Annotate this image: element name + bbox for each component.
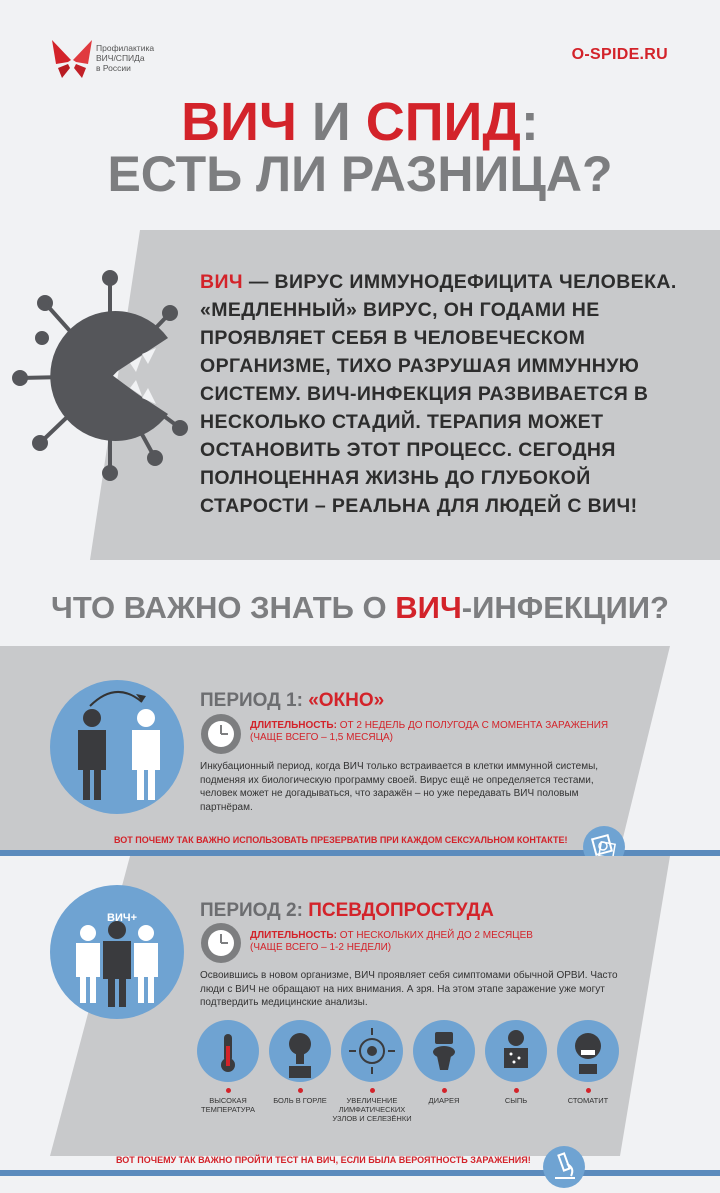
hiv-positive-badge: ВИЧ+ [107, 912, 138, 924]
people-group-icon [50, 885, 184, 1019]
virus-icon [10, 268, 195, 488]
period2-duration: ДЛИТЕЛЬНОСТЬ: ОТ НЕСКОЛЬКИХ ДНЕЙ ДО 2 МЕСЯЦЕВ (ЧАЩЕ ВСЕГО – 1-2 НЕДЕЛИ) [250, 930, 533, 953]
clock-icon [200, 922, 242, 964]
sore-throat-icon [269, 1020, 331, 1082]
bullet-dot [586, 1088, 591, 1093]
stomatitis-icon [557, 1020, 619, 1082]
logo-text: Профилактика ВИЧ/СПИДа в России [96, 43, 155, 73]
page-title: ВИЧ И СПИД: [181, 92, 539, 152]
symptoms-list [188, 1020, 628, 1140]
infection-transfer-icon [50, 680, 184, 814]
symptom-label: ДИАРЕЯ [428, 1096, 460, 1105]
period2-description: Освоившись в новом организме, ВИЧ проявляет себя симптомами обычной ОРВИ. Часто люди с ВИЧ не обращают на них внимания. А зря. На этом этапе заражение уже могут подтвердить медицинские анализы. [200, 970, 618, 1008]
period2-illustration [50, 885, 184, 1019]
period2-divider [0, 1170, 720, 1176]
section-question: ЧТО ВАЖНО ЗНАТЬ О ВИЧ-ИНФЕКЦИИ? [51, 590, 669, 625]
period1-note: ВОТ ПОЧЕМУ ТАК ВАЖНО ИСПОЛЬЗОВАТЬ ПРЕЗЕРВАТИВ ПРИ КАЖДОМ СЕКСУАЛЬНОМ КОНТАКТЕ! [114, 835, 568, 845]
clock-icon [200, 713, 242, 755]
bullet-dot [226, 1088, 231, 1093]
symptom-label: УВЕЛИЧЕНИЕ ЛИМФАТИЧЕСКИХ УЗЛОВ И СЕЛЕЗЁНКИ [332, 1096, 412, 1123]
period1-duration: ДЛИТЕЛЬНОСТЬ: ОТ 2 НЕДЕЛЬ ДО ПОЛУГОДА С МОМЕНТА ЗАРАЖЕНИЯ (ЧАЩЕ ВСЕГО – 1,5 МЕСЯЦА) [250, 720, 609, 743]
period1-title: ПЕРИОД 1: «ОКНО» [200, 690, 385, 711]
rash-icon [485, 1020, 547, 1082]
lymph-icon [341, 1020, 403, 1082]
bullet-dot [514, 1088, 519, 1093]
period2-title: ПЕРИОД 2: ПСЕВДОПРОСТУДА [200, 900, 494, 921]
site-link[interactable]: O-SPIDE.RU [571, 46, 668, 63]
bullet-dot [442, 1088, 447, 1093]
page-subtitle: ЕСТЬ ЛИ РАЗНИЦА? [107, 146, 613, 202]
symptom-label: ВЫСОКАЯ ТЕМПЕРАТУРА [201, 1096, 255, 1114]
period1-description: Инкубационный период, когда ВИЧ только встраивается в клетки иммунной системы, подменяя их биологическую программу своей. Вирус ещё не определяется тестами, человек может не догадываться, что заражён – но уже передавать ВИЧ половым партнёрам. [200, 761, 599, 813]
microscope-icon [543, 1146, 585, 1188]
symptom-label: СТОМАТИТ [567, 1096, 609, 1105]
symptom-label: СЫПЬ [504, 1096, 528, 1105]
intro-text: ВИЧ — ВИРУС ИММУНОДЕФИЦИТА ЧЕЛОВЕКА. «МЕДЛЕННЫЙ» ВИРУС, ОН ГОДАМИ НЕ ПРОЯВЛЯЕТ СЕБЯ В ЧЕЛОВЕЧЕСКОМ ОРГАНИЗМЕ, ТИХО РАЗРУШАЯ ИММУННУЮ СИСТЕМУ. ВИЧ-ИНФЕКЦИЯ РАЗВИВАЕТСЯ В НЕСКОЛЬКО СТАДИЙ. ТЕРАПИЯ МОЖЕТ ОСТАНОВИТЬ ЭТОТ ПРОЦЕСС. СЕГОДНЯ ПОЛНОЦЕННАЯ ЖИЗНЬ ДО ГЛУБОКОЙ СТАРОСТИ – РЕАЛЬНА ДЛЯ ЛЮДЕЙ С ВИЧ! [200, 271, 677, 517]
period1-illustration [50, 680, 184, 814]
period2-note: ВОТ ПОЧЕМУ ТАК ВАЖНО ПРОЙТИ ТЕСТ НА ВИЧ, ЕСЛИ БЫЛА ВЕРОЯТНОСТЬ ЗАРАЖЕНИЯ! [116, 1155, 531, 1165]
bullet-dot [370, 1088, 375, 1093]
butterfly-logo-icon [50, 38, 94, 80]
toilet-icon [413, 1020, 475, 1082]
thermometer-icon [197, 1020, 259, 1082]
symptom-label: БОЛЬ В ГОРЛЕ [273, 1096, 327, 1105]
bullet-dot [298, 1088, 303, 1093]
